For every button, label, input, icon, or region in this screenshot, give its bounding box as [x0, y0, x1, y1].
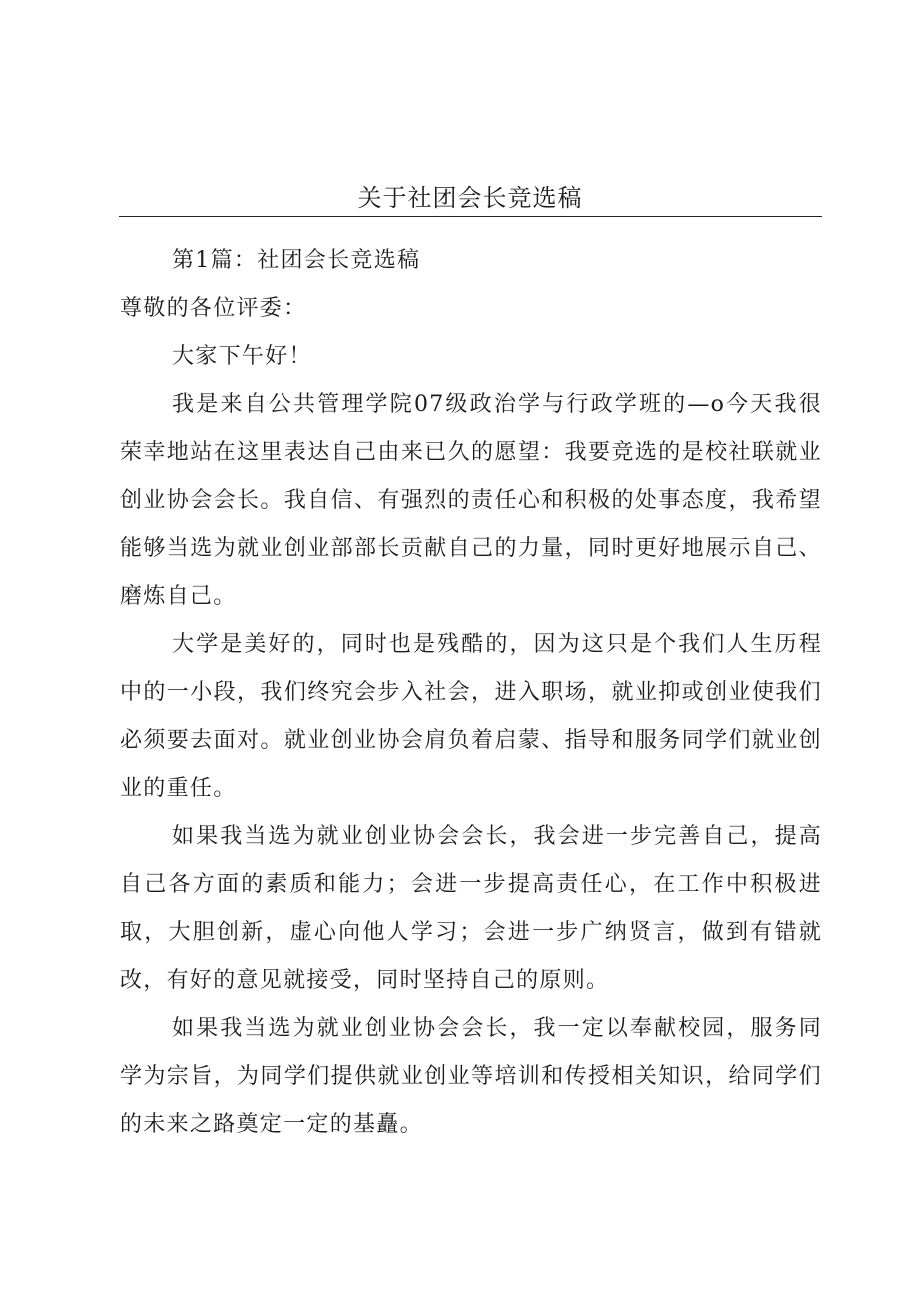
- paragraph: 我是来自公共管理学院07级政治学与行政学班的—o今天我很荣幸地站在这里表达自己由来已久的愿望：我要竞选的是校社联就业创业协会会长。我自信、有强烈的责任心和积极的处事态度，我希望能够当选为就业创业部部长贡献自己的力量，同时更好地展示自己、磨炼自己。: [120, 392, 822, 609]
- section-heading: 第1篇：社团会长竞选稿: [172, 248, 421, 273]
- paragraph: 如果我当选为就业创业协会会长，我会进一步完善自己，提高自己各方面的素质和能力；会进一步提高责任心，在工作中积极进取，大胆创新，虚心向他人学习；会进一步广纳贤言，做到有错就改，有好的意见就接受，同时坚持自己的原则。: [120, 824, 822, 993]
- title-divider: [119, 216, 822, 217]
- paragraph: 如果我当选为就业创业协会会长，我一定以奉献校园，服务同学为宗旨，为同学们提供就业创业等培训和传授相关知识，给同学们的未来之路奠定一定的基矗。: [120, 1016, 822, 1137]
- salutation: 尊敬的各位评委：: [120, 296, 307, 321]
- greeting: 大家下午好！: [172, 344, 312, 369]
- document-title: 关于社团会长竞选稿: [357, 184, 583, 212]
- document-body: [120, 237, 822, 1149]
- paragraph: 大学是美好的，同时也是残酷的，因为这只是个我们人生历程中的一小段，我们终究会步入社会，进入职场，就业抑或创业使我们必须要去面对。就业创业协会肩负着启蒙、指导和服务同学们就业创业的重任。: [120, 632, 822, 801]
